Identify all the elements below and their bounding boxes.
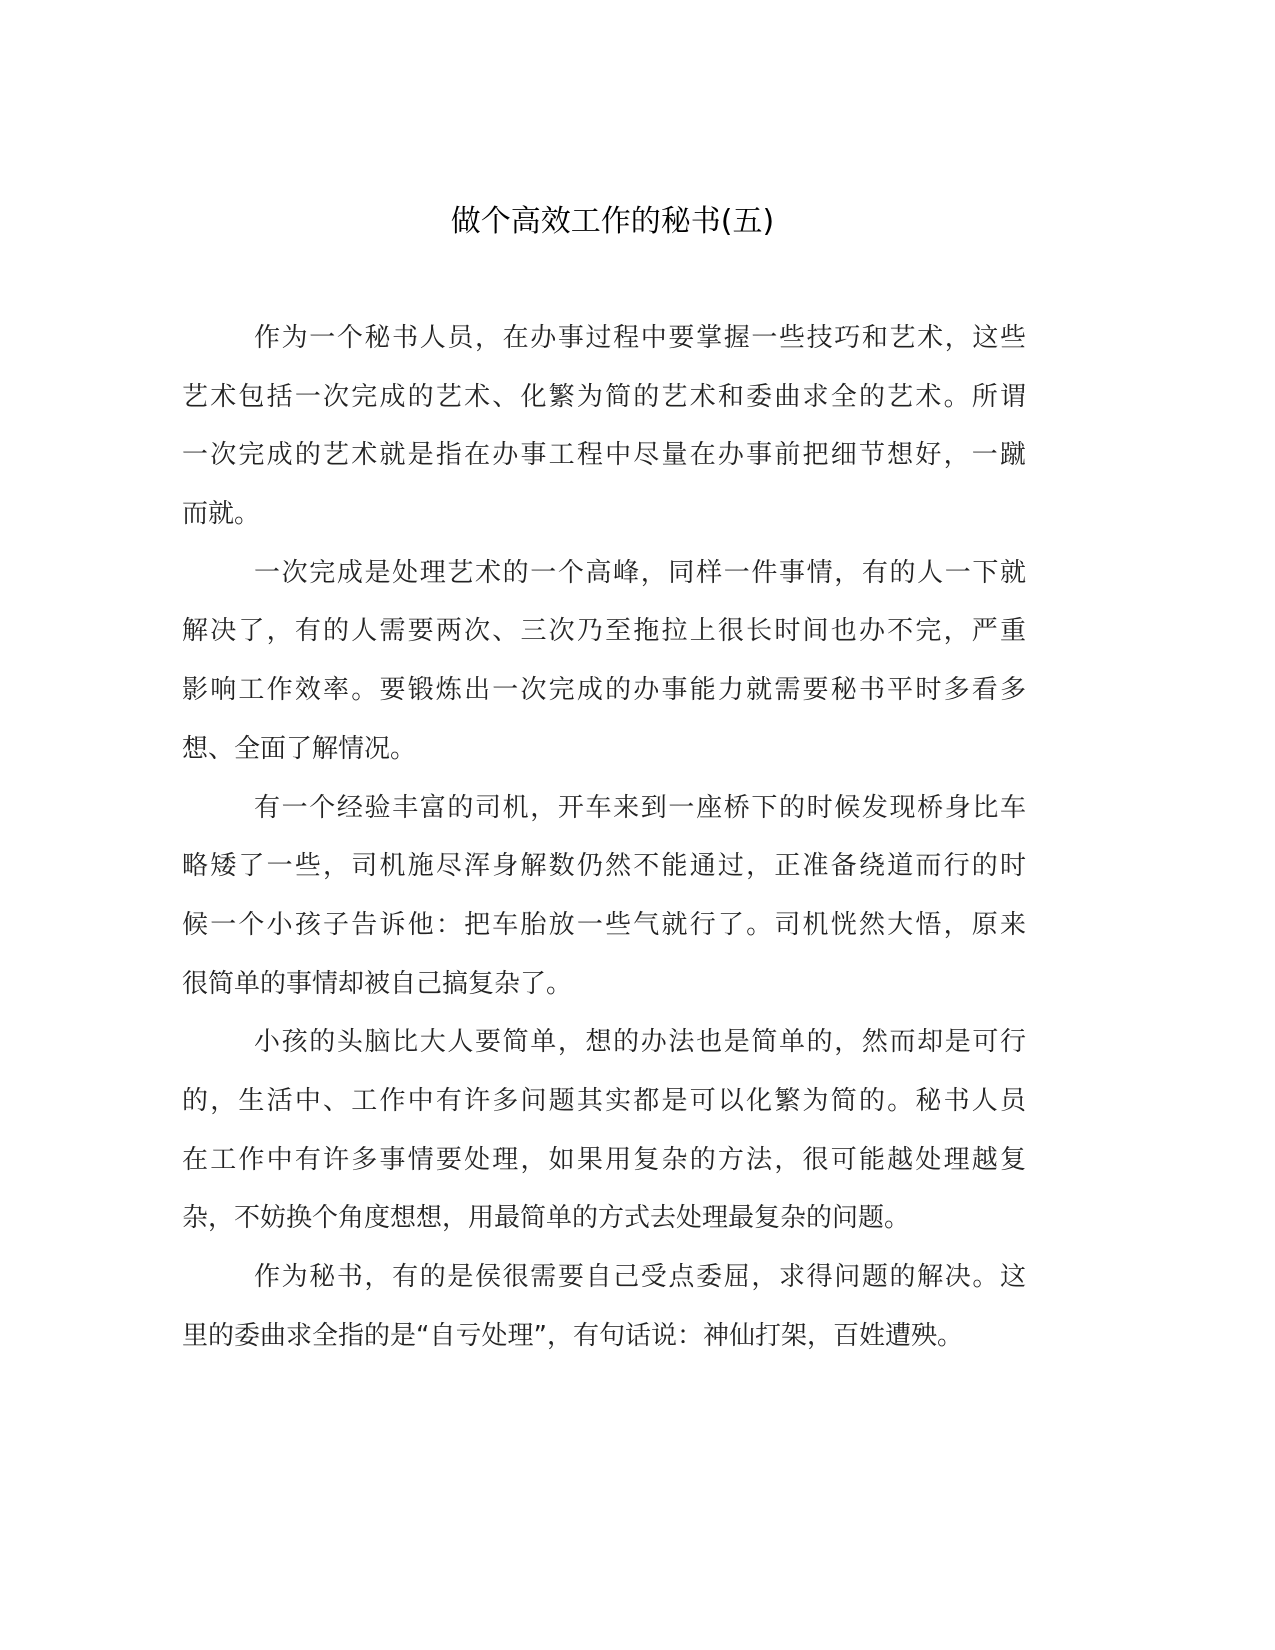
paragraph-line: 很简单的事情却被自己搞复杂了。 <box>182 968 573 999</box>
paragraph-line: 解决了，有的人需要两次、三次乃至拖拉上很长时间也办不完，严重 <box>182 616 1026 647</box>
paragraph-line: 的，生活中、工作中有许多问题其实都是可以化繁为简的。秘书人员 <box>182 1085 1026 1116</box>
paragraph-line: 略矮了一些，司机施尽浑身解数仍然不能通过，正准备绕道而行的时 <box>182 851 1026 882</box>
paragraph-line: 小孩的头脑比大人要简单，想的办法也是简单的，然而却是可行 <box>254 1027 1026 1058</box>
paragraph-line: 作为一个秘书人员，在办事过程中要掌握一些技巧和艺术，这些 <box>254 323 1026 353</box>
paragraph-line: 作为秘书，有的是侯很需要自己受点委屈，求得问题的解决。这 <box>254 1262 1026 1292</box>
paragraph-line: 影响工作效率。要锻炼出一次完成的办事能力就需要秘书平时多看多 <box>182 675 1026 706</box>
document-title: 做个高效工作的秘书(五) <box>450 204 775 239</box>
paragraph-line: 杂，不妨换个角度想想，用最简单的方式去处理最复杂的问题。 <box>182 1203 911 1234</box>
paragraph-line: 而就。 <box>182 499 261 530</box>
paragraph-line: 候一个小孩子告诉他：把车胎放一些气就行了。司机恍然大悟，原来 <box>182 909 1026 940</box>
paragraph-line: 里的委曲求全指的是“自亏处理”，有句话说：神仙打架，百姓遭殃。 <box>182 1320 963 1351</box>
document-body <box>182 309 1026 1365</box>
paragraph-line: 想、全面了解情况。 <box>182 733 417 764</box>
paragraph-line: 艺术包括一次完成的艺术、化繁为简的艺术和委曲求全的艺术。所谓 <box>182 381 1026 412</box>
paragraph-line: 有一个经验丰富的司机，开车来到一座桥下的时候发现桥身比车 <box>254 792 1026 823</box>
paragraph-line: 一次完成是处理艺术的一个高峰，同样一件事情，有的人一下就 <box>254 557 1026 588</box>
paragraph-line: 一次完成的艺术就是指在办事工程中尽量在办事前把细节想好，一蹴 <box>182 440 1026 471</box>
paragraph-line: 在工作中有许多事情要处理，如果用复杂的方法，很可能越处理越复 <box>182 1144 1026 1175</box>
